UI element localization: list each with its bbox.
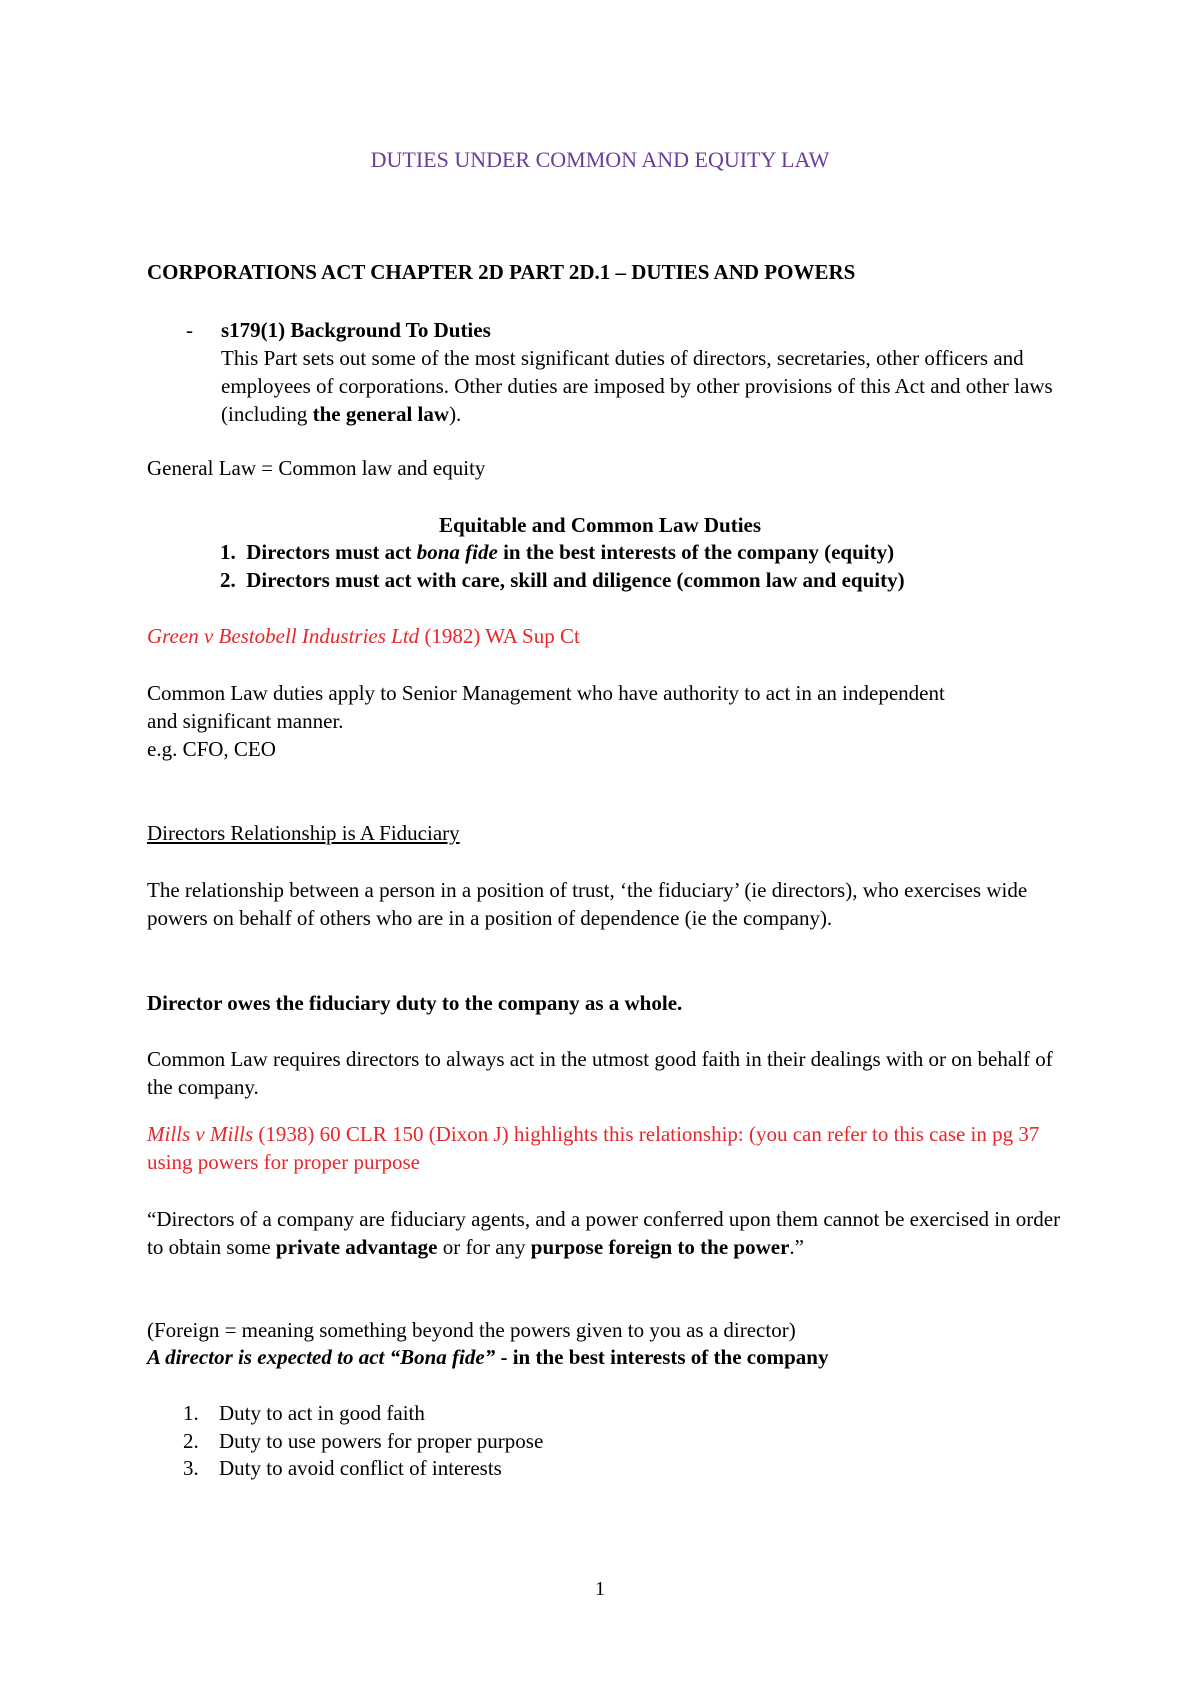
bona-fide-italic: A director is expected to act “Bona fide” bbox=[147, 1345, 496, 1369]
bona-fide-line bbox=[147, 1343, 1077, 1371]
quote-text: or for any bbox=[437, 1235, 531, 1259]
list-text: Duty to act in good faith bbox=[219, 1401, 425, 1425]
quote-bold: purpose foreign to the power bbox=[530, 1235, 790, 1259]
duty-item-1 bbox=[220, 538, 1120, 566]
fiduciary-bold-statement: Director owes the fiduciary duty to the company as a whole. bbox=[147, 991, 683, 1015]
duty-number: 1. bbox=[220, 540, 236, 564]
bullet-text bbox=[221, 344, 1061, 428]
case-name: Mills v Mills bbox=[147, 1122, 254, 1146]
bona-fide-rest: - in the best interests of the company bbox=[495, 1345, 829, 1369]
list-number: 2. bbox=[183, 1429, 199, 1453]
case-citation: (1938) 60 CLR 150 (Dixon J) highlights this relationship: (you can refer to this case in pg 37 using powers for proper purpose bbox=[147, 1122, 1040, 1174]
list-item bbox=[183, 1454, 1113, 1482]
page-number: 1 bbox=[595, 1578, 605, 1600]
document-title: DUTIES UNDER COMMON AND EQUITY LAW bbox=[370, 147, 830, 172]
example-line: e.g. CFO, CEO bbox=[147, 737, 276, 761]
bullet-text-end: ). bbox=[449, 402, 462, 426]
list-item bbox=[183, 1427, 1113, 1455]
section-heading: CORPORATIONS ACT CHAPTER 2D PART 2D.1 – DUTIES AND POWERS bbox=[147, 260, 856, 284]
quote-bold: private advantage bbox=[275, 1235, 438, 1259]
case-citation: (1982) WA Sup Ct bbox=[419, 624, 580, 648]
quote-text: .” bbox=[789, 1235, 804, 1259]
bullet-text-part: This Part sets out some of the most significant duties of directors, secretaries, other officers and employees of corporations. Other duties are imposed by other provisions of this Act and other laws (including bbox=[221, 346, 1053, 426]
quote-text: “Directors of a company are fiduciary agents, and a power conferred upon them cannot be exercised in order to obtain some bbox=[147, 1207, 1061, 1259]
bullet-text-bold: the general law bbox=[312, 402, 450, 426]
fiduciary-heading: Directors Relationship is A Fiduciary bbox=[147, 821, 460, 845]
list-text: Duty to avoid conflict of interests bbox=[219, 1456, 502, 1480]
list-text: Duty to use powers for proper purpose bbox=[219, 1429, 544, 1453]
bullet-marker: - bbox=[186, 318, 193, 342]
common-law-paragraph: Common Law duties apply to Senior Management who have authority to act in an independent and significant manner. bbox=[147, 681, 945, 733]
good-faith-paragraph: Common Law requires directors to always act in the utmost good faith in their dealings with or on behalf of the company. bbox=[147, 1047, 1053, 1099]
bullet-heading: s179(1) Background To Duties bbox=[221, 318, 491, 342]
foreign-note: (Foreign = meaning something beyond the powers given to you as a director) bbox=[147, 1318, 796, 1342]
duty-number: 2. bbox=[220, 568, 236, 592]
duty-text-end: in the best interests of the company (equity) bbox=[497, 540, 895, 564]
general-law-line: General Law = Common law and equity bbox=[147, 456, 486, 480]
case-name: Green v Bestobell Industries Ltd bbox=[147, 624, 420, 648]
list-number: 3. bbox=[183, 1456, 199, 1480]
case-green-v-bestobell bbox=[147, 622, 1077, 650]
list-item bbox=[183, 1399, 1113, 1427]
duty-text: Directors must act bbox=[246, 540, 417, 564]
duty-item-2 bbox=[220, 566, 1120, 594]
case-mills-v-mills bbox=[147, 1120, 1067, 1176]
duty-text: Directors must act with care, skill and diligence (common law and equity) bbox=[246, 568, 905, 592]
fiduciary-paragraph: The relationship between a person in a position of trust, ‘the fiduciary’ (ie directors), who exercises wide powers on behalf of others who are in a position of dependence (ie the company). bbox=[147, 878, 1028, 930]
duties-heading: Equitable and Common Law Duties bbox=[438, 513, 762, 537]
quote-paragraph bbox=[147, 1205, 1077, 1261]
list-number: 1. bbox=[183, 1401, 199, 1425]
duty-italic: bona fide bbox=[416, 540, 498, 564]
